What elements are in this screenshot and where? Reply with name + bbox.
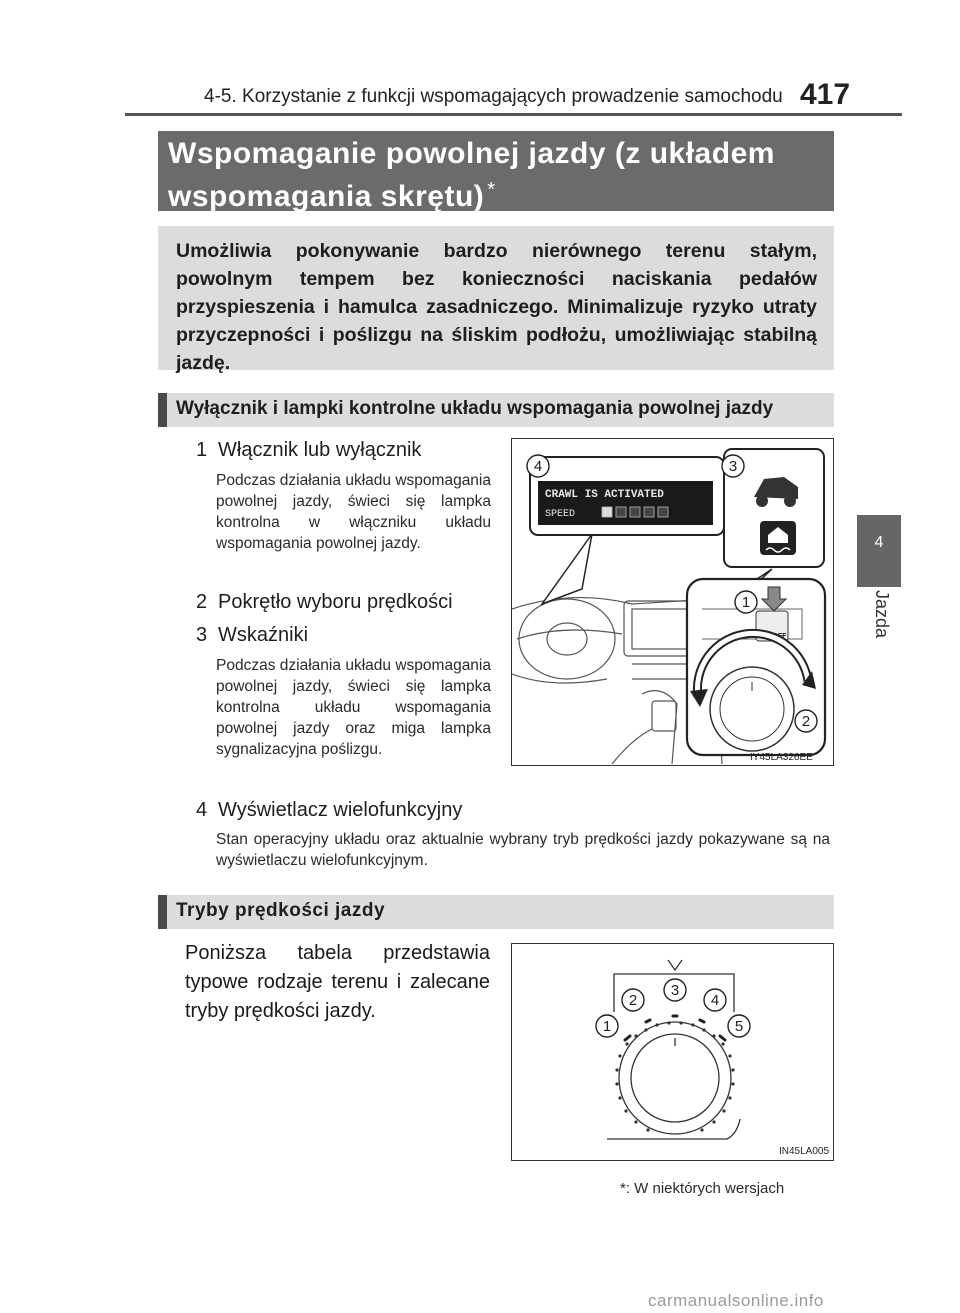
figure-cockpit	[511, 438, 834, 766]
header-rule	[125, 113, 902, 116]
chapter-tab-label-wrap	[860, 590, 900, 660]
item-number-3: 3	[196, 624, 208, 646]
main-title	[168, 136, 828, 215]
item-title-3: Wskaźniki	[218, 624, 309, 646]
item-number-4: 4	[196, 799, 208, 821]
running-header-title: 4-5. Korzystanie z funkcji wspomagających prowadzenie samochodu	[204, 86, 783, 107]
section-title-speed-modes: Tryby prędkości jazdy	[176, 900, 386, 921]
section-title-switch-lamps: Wyłącznik i lampki kontrolne układu wspomagania powolnej jazdy	[176, 398, 774, 419]
chapter-tab-number: 4	[874, 534, 884, 551]
display-crawl-text: CRAWL IS ACTIVATED	[545, 489, 664, 501]
figure2-code: IN45LA005	[779, 1146, 830, 1157]
item-number-1: 1	[196, 439, 208, 461]
speed-level-bar	[602, 507, 668, 517]
chapter-tab-label: Jazda	[872, 590, 892, 639]
item-description-1: Podczas działania układu wspomagania powolnej jazdy, świeci się lampka kontrolna w włączniku układu wspomagania powolnej jazdy.	[216, 472, 491, 552]
speed-dial-illustration	[512, 944, 832, 1159]
item-title-2: Pokrętło wyboru prędkości	[218, 591, 453, 613]
footnote-asterisk: *	[620, 1180, 626, 1197]
footnote-text: : W niektórych wersjach	[625, 1180, 785, 1197]
figure2-callout-4: 4	[710, 992, 720, 1009]
figure2-callout-3: 3	[670, 982, 680, 999]
figure1-callout-1: 1	[741, 594, 751, 611]
display-speed-text: SPEED	[545, 509, 576, 520]
item-description-3: Podczas działania układu wspomagania powolnej jazdy, świeci się lampka kontrolna układu wspomagania powolnej jazdy oraz miga lampka sygnalizacyjna poślizgu.	[216, 657, 491, 758]
slip-indicator-icon	[760, 521, 796, 555]
figure1-code: IY45LA326EE	[750, 752, 813, 763]
speed-modes-text: Poniższa tabela przedstawia typowe rodzaje terenu i zalecane tryby prędkości jazdy.	[185, 942, 490, 1022]
item-description-4: Stan operacyjny układu oraz aktualnie wybrany tryb prędkości jazdy pokazywane są na wyświetlaczu wielofunkcyjnym.	[216, 831, 830, 869]
dial-knob	[631, 1034, 719, 1122]
speed-mode-marks	[625, 1016, 725, 1040]
figure1-callout-2: 2	[801, 713, 811, 730]
figure2-callout-2: 2	[628, 992, 638, 1009]
figure2-callout-1: 1	[602, 1018, 612, 1035]
item-number-2: 2	[196, 591, 208, 613]
cockpit-illustration	[512, 439, 832, 764]
footnote	[620, 1180, 784, 1197]
figure-speed-dial	[511, 943, 834, 1161]
item-title-1: Włącznik lub wyłącznik	[218, 439, 422, 461]
page-number: 417	[800, 78, 851, 111]
item-title-4: Wyświetlacz wielofunkcyjny	[218, 799, 463, 821]
figure2-callout-5: 5	[734, 1018, 744, 1035]
switch-label: ON/OFF	[760, 633, 787, 640]
figure1-callout-3: 3	[728, 458, 738, 475]
figure1-callout-4: 4	[533, 458, 543, 475]
intro-text: Umożliwia pokonywanie bardzo nierównego terenu stałym, powolnym tempem bez konieczności naciskania pedałów przyspieszenia i hamulca zasadniczego. Minimalizuje ryzyko utraty przyczepności i poślizgu na śliskim podłożu, umożliwiając stabilną jazdę.	[176, 240, 817, 374]
watermark: carmanualsonline.info	[648, 1291, 824, 1310]
main-title-text: Wspomaganie powolnej jazdy (z układem wspomagania skrętu)	[168, 137, 775, 213]
main-title-asterisk: *	[487, 179, 496, 201]
